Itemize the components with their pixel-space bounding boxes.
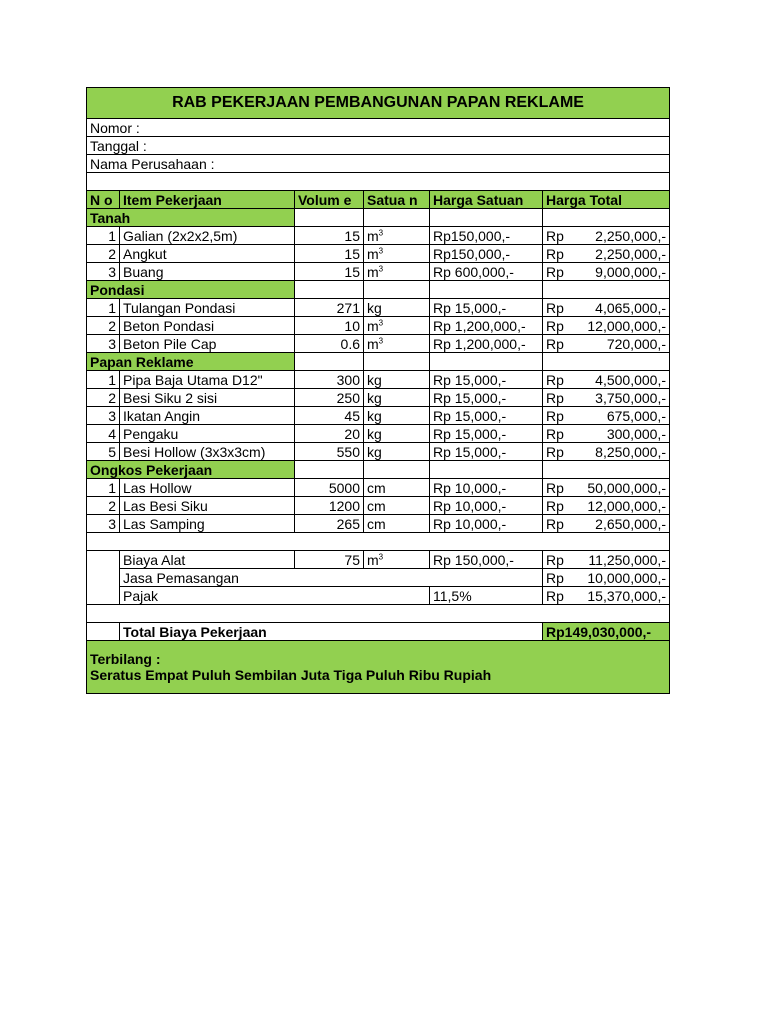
empty-cell[interactable] [543,461,670,479]
total-price[interactable] [543,569,670,587]
total-price[interactable] [543,425,670,443]
volume-value[interactable]: 265 [295,515,364,533]
currency-label: Rp [546,498,564,514]
amount: 2,250,000,- [595,246,666,262]
total-price[interactable] [543,587,670,605]
unit-text: kg [367,300,382,316]
biaya-alat-row [87,551,670,569]
total-price[interactable] [543,227,670,245]
table-row [87,227,670,245]
empty-cell[interactable] [364,353,430,371]
section-title: Pondasi [87,281,295,299]
money-value [546,480,666,496]
unit-cell[interactable] [364,425,430,443]
total-price[interactable] [543,299,670,317]
header-harga-satuan: Harga Satuan [430,191,543,209]
total-price[interactable] [543,407,670,425]
empty-cell[interactable] [430,209,543,227]
unit-price[interactable]: Rp 1,200,000,- [430,335,543,353]
unit-cell[interactable] [364,317,430,335]
unit-cell[interactable] [364,263,430,281]
currency-label: Rp [546,228,564,244]
section-header-row [87,461,670,479]
amount: 2,650,000,- [595,516,666,532]
item-name[interactable]: Beton Pondasi [120,317,295,335]
unit-text: m [367,552,379,568]
empty-cell[interactable] [543,353,670,371]
unit-exponent: 3 [378,264,384,274]
unit-cell[interactable] [364,389,430,407]
currency-label: Rp [546,570,564,586]
unit-text: m [367,336,379,352]
volume-value[interactable]: 250 [295,389,364,407]
amount: 2,250,000,- [595,228,666,244]
unit-cell[interactable] [364,497,430,515]
terbilang-text: Seratus Empat Puluh Sembilan Juta Tiga Puluh Ribu Rupiah [90,667,492,683]
unit-exponent: 3 [378,228,384,238]
currency-label: Rp [546,426,564,442]
total-price[interactable] [543,317,670,335]
money-value [546,498,666,514]
currency-label: Rp [546,246,564,262]
amount: 4,500,000,- [595,372,666,388]
amount: 12,000,000,- [587,318,666,334]
row-number: 4 [87,425,120,443]
amount: 4,065,000,- [595,300,666,316]
unit-cell[interactable] [364,551,430,569]
table-row [87,479,670,497]
volume-value[interactable]: 15 [295,263,364,281]
row-number: 1 [87,299,120,317]
money-value [546,318,666,334]
table-row [87,515,670,533]
header-no: N o [87,191,120,209]
item-name[interactable]: Pajak [120,587,430,605]
volume-value[interactable]: 550 [295,443,364,461]
volume-value[interactable]: 45 [295,407,364,425]
volume-value[interactable]: 271 [295,299,364,317]
unit-exponent: 3 [378,246,384,256]
empty-cell[interactable] [430,461,543,479]
empty-cell[interactable] [543,209,670,227]
currency-label: Rp [546,408,564,424]
total-row [87,623,670,641]
money-value [546,588,666,604]
empty-cell[interactable] [543,281,670,299]
unit-price[interactable]: Rp 15,000,- [430,389,543,407]
table-row [87,335,670,353]
row-number: 3 [87,515,120,533]
unit-text: kg [367,426,382,442]
unit-price[interactable]: Rp 10,000,- [430,479,543,497]
unit-cell[interactable] [364,245,430,263]
unit-text: kg [367,408,382,424]
section-title: Ongkos Pekerjaan [87,461,295,479]
unit-text: cm [367,480,386,496]
table-row [87,497,670,515]
unit-text: cm [367,516,386,532]
empty-cell[interactable] [364,461,430,479]
unit-text: m [367,228,379,244]
row-number: 2 [87,389,120,407]
empty-cell[interactable] [430,281,543,299]
unit-cell[interactable] [364,335,430,353]
sheet-title: RAB PEKERJAAN PEMBANGUNAN PAPAN REKLAME [87,88,670,119]
currency-label: Rp [546,552,564,568]
pajak-row [87,587,670,605]
total-price[interactable] [543,443,670,461]
item-name[interactable]: Las Hollow [120,479,295,497]
amount: 675,000,- [606,408,666,424]
money-value [546,264,666,280]
table-row [87,443,670,461]
table-row [87,407,670,425]
money-value [546,336,666,352]
unit-price[interactable]: Rp 15,000,- [430,299,543,317]
row-number: 3 [87,407,120,425]
currency-label: Rp [546,444,564,460]
unit-price[interactable]: Rp 10,000,- [430,515,543,533]
unit-text: kg [367,390,382,406]
currency-label: Rp [546,588,564,604]
amount: 3,750,000,- [595,390,666,406]
unit-text: cm [367,498,386,514]
section-title: Papan Reklame [87,353,295,371]
item-name[interactable]: Angkut [120,245,295,263]
unit-text: kg [367,444,382,460]
unit-cell[interactable] [364,371,430,389]
blank-row [87,605,670,623]
terbilang-label: Terbilang : [90,651,161,667]
unit-cell[interactable] [364,407,430,425]
section-title: Tanah [87,209,295,227]
amount: 300,000,- [606,426,666,442]
volume-value[interactable]: 300 [295,371,364,389]
unit-price[interactable]: Rp150,000,- [430,227,543,245]
nomor-field[interactable]: Nomor : [87,119,670,137]
volume-value[interactable]: 75 [295,551,364,569]
currency-label: Rp [546,516,564,532]
money-value [546,516,666,532]
unit-price[interactable]: Rp 15,000,- [430,407,543,425]
money-value [546,300,666,316]
empty-cell[interactable] [295,209,364,227]
currency-label: Rp [546,372,564,388]
perusahaan-field[interactable]: Nama Perusahaan : [87,155,670,173]
unit-cell[interactable] [364,299,430,317]
amount: 50,000,000,- [587,480,666,496]
row-number: 2 [87,317,120,335]
row-number: 3 [87,335,120,353]
money-value [546,390,666,406]
section-header-row [87,353,670,371]
total-price[interactable] [543,263,670,281]
item-name[interactable]: Biaya Alat [120,551,295,569]
terbilang-cell [87,641,670,694]
total-value: Rp149,030,000,- [543,623,670,641]
unit-cell[interactable] [364,479,430,497]
empty-cell[interactable] [430,353,543,371]
unit-text: m [367,264,379,280]
blank-row [87,173,670,191]
item-name[interactable]: Jasa Pemasangan [120,569,543,587]
empty-cell[interactable] [295,461,364,479]
header-volume: Volum e [295,191,364,209]
unit-price[interactable]: Rp 15,000,- [430,425,543,443]
unit-price[interactable]: Rp 600,000,- [430,263,543,281]
unit-exponent: 3 [378,552,384,562]
item-name[interactable]: Tulangan Pondasi [120,299,295,317]
empty-cell [87,605,670,623]
section-header-row [87,209,670,227]
empty-cell[interactable] [364,209,430,227]
empty-cell [87,623,120,641]
amount: 9,000,000,- [595,264,666,280]
volume-value[interactable]: 0.6 [295,335,364,353]
money-value [546,570,666,586]
empty-cell [87,533,670,551]
tanggal-field[interactable]: Tanggal : [87,137,670,155]
money-value [546,228,666,244]
item-name[interactable]: Pipa Baja Utama D12" [120,371,295,389]
item-name[interactable]: Las Besi Siku [120,497,295,515]
amount: 15,370,000,- [587,588,666,604]
header-harga-total: Harga Total [543,191,670,209]
amount: 12,000,000,- [587,498,666,514]
row-number: 1 [87,371,120,389]
volume-value[interactable]: 10 [295,317,364,335]
total-price[interactable] [543,245,670,263]
unit-cell[interactable] [364,443,430,461]
item-name[interactable]: Besi Hollow (3x3x3cm) [120,443,295,461]
volume-value[interactable]: 15 [295,227,364,245]
currency-label: Rp [546,336,564,352]
empty-cell [87,587,120,605]
empty-cell[interactable] [295,353,364,371]
currency-label: Rp [546,264,564,280]
amount: 720,000,- [606,336,666,352]
row-number: 1 [87,479,120,497]
item-name[interactable]: Las Samping [120,515,295,533]
table-row [87,299,670,317]
unit-exponent: 3 [378,318,384,328]
row-number: 1 [87,227,120,245]
currency-label: Rp [546,480,564,496]
blank-row [87,533,670,551]
item-name[interactable]: Pengaku [120,425,295,443]
currency-label: Rp [546,300,564,316]
header-item: Item Pekerjaan [120,191,295,209]
rab-table [86,87,670,694]
unit-text: m [367,318,379,334]
total-price[interactable] [543,335,670,353]
table-row [87,263,670,281]
volume-value[interactable]: 5000 [295,479,364,497]
unit-price[interactable]: Rp 150,000,- [430,551,543,569]
amount: 8,250,000,- [595,444,666,460]
money-value [546,552,666,568]
row-number: 3 [87,263,120,281]
section-header-row [87,281,670,299]
unit-text: m [367,246,379,262]
unit-cell[interactable] [364,227,430,245]
volume-value[interactable]: 15 [295,245,364,263]
currency-label: Rp [546,318,564,334]
money-value [546,408,666,424]
row-number: 5 [87,443,120,461]
item-name[interactable]: Galian (2x2x2,5m) [120,227,295,245]
item-name[interactable]: Beton Pile Cap [120,335,295,353]
unit-price[interactable]: Rp 15,000,- [430,443,543,461]
amount: 11,250,000,- [588,552,666,568]
total-price[interactable] [543,551,670,569]
table-row [87,425,670,443]
empty-cell [87,551,120,569]
total-price[interactable] [543,497,670,515]
unit-price[interactable]: Rp 15,000,- [430,371,543,389]
currency-label: Rp [546,390,564,406]
empty-cell[interactable] [295,281,364,299]
unit-price[interactable]: Rp150,000,- [430,245,543,263]
terbilang-row [87,641,670,694]
jasa-row [87,569,670,587]
total-price[interactable] [543,371,670,389]
row-number: 2 [87,245,120,263]
item-name[interactable]: Buang [120,263,295,281]
header-satuan: Satua n [364,191,430,209]
money-value [546,426,666,442]
money-value [546,372,666,388]
unit-text: kg [367,372,382,388]
tax-rate[interactable]: 11,5% [430,587,543,605]
total-price[interactable] [543,515,670,533]
total-price[interactable] [543,389,670,407]
item-name[interactable]: Ikatan Angin [120,407,295,425]
unit-price[interactable]: Rp 1,200,000,- [430,317,543,335]
column-header-row [87,191,670,209]
money-value [546,246,666,262]
unit-cell[interactable] [364,515,430,533]
volume-value[interactable]: 20 [295,425,364,443]
volume-value[interactable]: 1200 [295,497,364,515]
empty-cell [87,569,120,587]
unit-price[interactable]: Rp 10,000,- [430,497,543,515]
table-row [87,245,670,263]
table-row [87,389,670,407]
empty-cell[interactable] [364,281,430,299]
amount: 10,000,000,- [587,570,666,586]
table-row [87,317,670,335]
item-name[interactable]: Besi Siku 2 sisi [120,389,295,407]
total-label: Total Biaya Pekerjaan [120,623,543,641]
table-row [87,371,670,389]
money-value [546,444,666,460]
unit-exponent: 3 [378,336,384,346]
row-number: 2 [87,497,120,515]
total-price[interactable] [543,479,670,497]
